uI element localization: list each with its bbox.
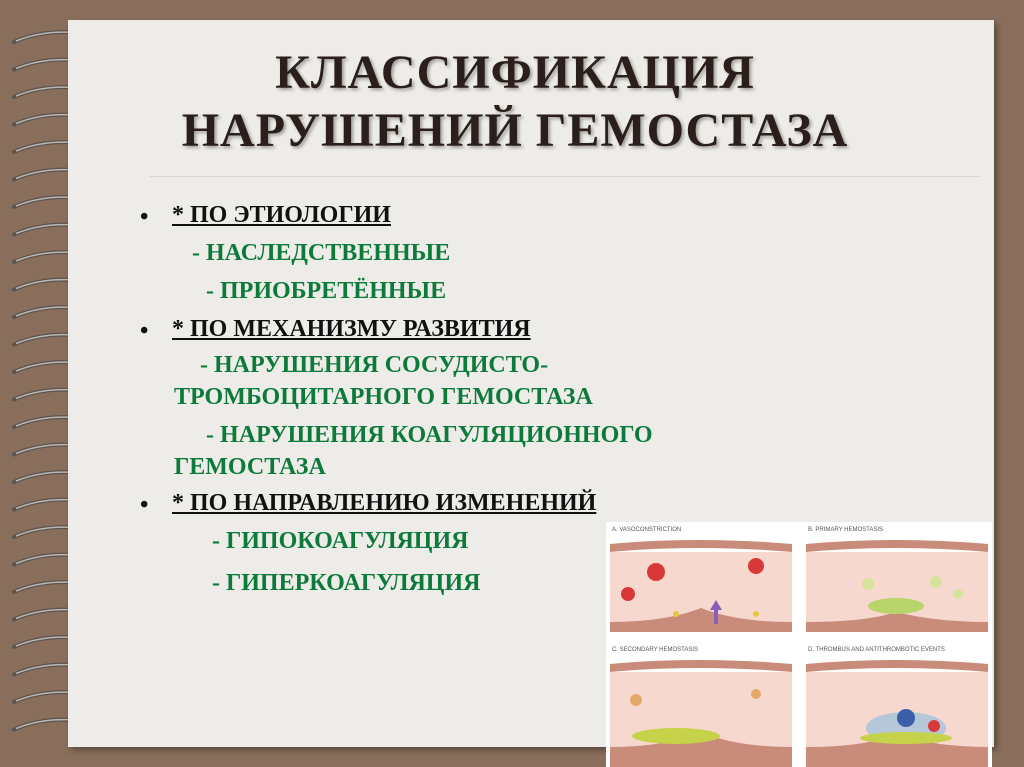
list-item: - ПРИОБРЕТЁННЫЕ [206,278,447,304]
hemostasis-illustration [606,522,992,767]
list-item: ТРОМБОЦИТАРНОГО ГЕМОСТАЗА [174,384,593,410]
panel-secondary-hemostasis [610,647,792,767]
list-item: - НАСЛЕДСТВЕННЫЕ [192,240,451,266]
panel-vasoconstriction [610,527,792,632]
bullet-1: • [140,204,149,230]
panel-label-d: D. THROMBUS AND ANTITHROMBOTIC EVENTS [808,647,945,653]
panel-label-c: C. SECONDARY HEMOSTASIS [612,647,699,653]
slide-title [70,44,960,160]
bullet-3: • [140,492,149,518]
section-heading-etiology: * ПО ЭТИОЛОГИИ [172,202,391,228]
panel-primary-hemostasis [806,527,988,632]
list-item: - НАРУШЕНИЯ КОАГУЛЯЦИОННОГО [206,422,653,448]
section-heading-direction: * ПО НАПРАВЛЕНИЮ ИЗМЕНЕНИЙ [172,490,597,516]
list-item: - ГИПОКОАГУЛЯЦИЯ [212,528,469,554]
title-line-1: КЛАССИФИКАЦИЯ [275,46,755,99]
list-item: - ГИПЕРКОАГУЛЯЦИЯ [212,570,481,596]
panel-label-a: A. VASOCONSTRICTION [612,527,682,533]
bullet-2: • [140,318,149,344]
section-heading-mechanism: * ПО МЕХАНИЗМУ РАЗВИТИЯ [172,316,531,342]
panel-label-b: B. PRIMARY HEMOSTASIS [808,527,884,533]
list-item: - НАРУШЕНИЯ СОСУДИСТО- [200,352,549,378]
list-item: ГЕМОСТАЗА [174,454,326,480]
panel-thrombus [806,647,988,767]
title-line-2: НАРУШЕНИЙ ГЕМОСТАЗА [181,104,849,157]
title-divider [150,176,980,177]
